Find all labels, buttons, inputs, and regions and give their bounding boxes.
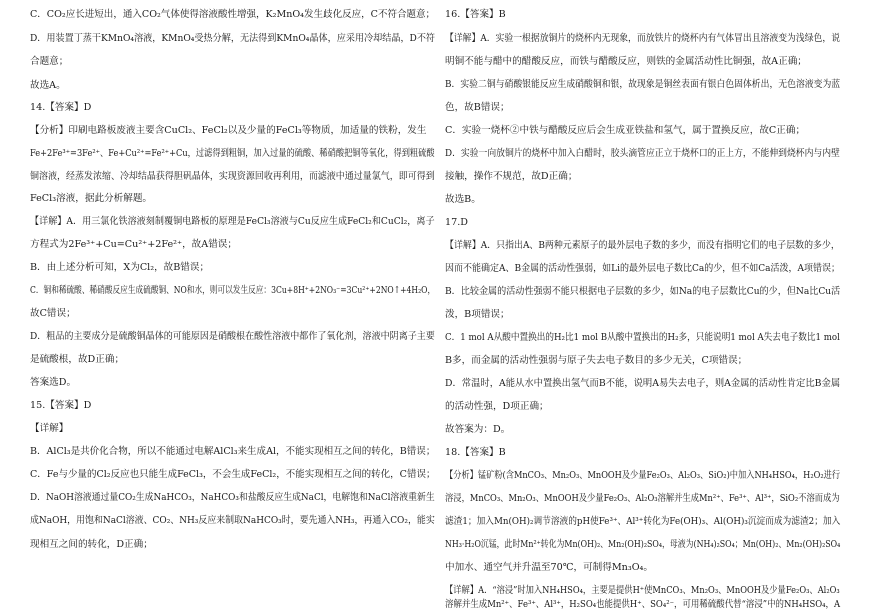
text-line: 铜溶液，经蒸发浓缩、冷却结晶获得胆矾晶体，实现资源回收再利用，而滤液中通过量氯气，即可得到 xyxy=(30,171,435,182)
text-line: 【详解】A．“溶浸”时加入NH₄HSO₄，主要是提供H⁺使MnCO₃、Mn₂O₃、MnOOH及少量Fe₂O₃、Al₂O₃ xyxy=(445,585,840,596)
text-line: 方程式为2Fe³⁺+Cu=Cu²⁺+2Fe²⁺，故A错误； xyxy=(30,239,237,250)
text-line: C．实验一烧杯②中铁与醋酸反应后会生成亚铁盐和氢气，属于置换反应，故C正确； xyxy=(445,125,806,136)
text-line: 【分析】锰矿粉(含MnCO₃、Mn₂O₃、MnOOH及少量Fe₂O₃、Al₂O₃、SiO₂)中加入NH₄HSO₄，H₂O₂进行 xyxy=(445,470,841,481)
text-line: D．常温时，A能从水中置换出氢气而B不能，说明A易失去电子，则A金属的活动性肯定比B金属 xyxy=(445,378,841,389)
text-line: FeCl₃溶液，据此分析解题。 xyxy=(30,193,153,204)
text-line: C．CO₂应长进短出，通入CO₂气体使得溶液酸性增强，K₂MnO₄发生歧化反应，C不符合题意； xyxy=(30,9,436,20)
text-line: 是硫酸根，故D正确； xyxy=(30,354,125,365)
text-line: 成NaOH，用饱和NaCl溶液、CO₂、NH₃反应来制取NaHCO₃时，要先通入NH₃，再通入CO₂，能实 xyxy=(30,515,435,526)
text-line: 色，故B错误； xyxy=(445,102,510,113)
text-line: Fe+2Fe³⁺=3Fe²⁺、Fe+Cu²⁺=Fe²⁺+Cu，过滤得到粗铜，加入过量的硫酸、稀硝酸把铜等氧化，得到粗硫酸 xyxy=(30,148,435,159)
text-line: 【详解】A．只指出A、B两种元素原子的最外层电子数的多少，而没有指明它们的电子层数的多少， xyxy=(445,240,840,251)
text-line: 泼，B项错误； xyxy=(445,309,510,320)
text-line: B．由上述分析可知，X为Cl₂，故B错误； xyxy=(30,262,210,273)
answer-heading: 17.D xyxy=(445,217,468,228)
text-line: C．铜和稀硫酸、稀硝酸反应生成硫酸铜、NO和水，则可以发生反应：3Cu+8H⁺+2NO₃⁻=3Cu²⁺+2NO↑+4H₂O， xyxy=(30,285,436,296)
text-line: 明铜不能与醋中的醋酸反应，而铁与醋酸反应，则铁的金属活动性比铜强，故A正确； xyxy=(445,56,807,67)
answer-heading: 15.【答案】D xyxy=(30,400,92,411)
text-line: 因而不能确定A、B金属的活动性强弱，如Li的最外层电子数比Ca的少，但不如Ca活泼，A项错误； xyxy=(445,263,841,274)
text-line: 现相互之间的转化，D正确； xyxy=(30,539,153,550)
text-line: 溶解并生成Mn²⁺、Fe³⁺、Al³⁺，H₂SO₄也能提供H⁺、SO₄²⁻，可用稀硫酸代替“溶浸”中的NH₄HSO₄，A xyxy=(445,599,841,610)
text-line: D．粗品的主要成分是硫酸铜晶体的可能原因是硝酸根在酸性溶液中都作了氧化剂，溶液中阴离子主要 xyxy=(30,331,435,342)
answer-heading: 18.【答案】B xyxy=(445,447,506,458)
text-line: 【详解】A．用三氯化铁溶液刻制覆铜电路板的原理是FeCl₃溶液与Cu反应生成FeCl₂和CuCl₂，离子 xyxy=(30,216,435,227)
text-line: 合题意； xyxy=(30,56,69,67)
text-line: 【详解】A．实验一根据放铜片的烧杯内无现象，而放铁片的烧杯内有气体冒出且溶液变为浅绿色，说 xyxy=(445,33,841,44)
text-line: 故答案为：D。 xyxy=(445,424,511,435)
text-line: 的活动性强，D项正确； xyxy=(445,401,549,412)
text-line: 故选B。 xyxy=(445,194,481,205)
text-line: C．Fe与少量的Cl₂反应也只能生成FeCl₃，不会生成FeCl₂，不能实现相互之间的转化，C错误； xyxy=(30,469,436,480)
text-line: NH₃·H₂O沉锰，此时Mn²⁺转化为Mn(OH)₂、Mn₂(OH)₂SO₄，母液为(NH₄)₂SO₄；Mn(OH)₂、Mn₂(OH)₂SO₄ xyxy=(445,539,841,550)
text-line: 中加水、通空气并升温至70℃，可制得Mn₃O₄。 xyxy=(445,562,653,573)
text-line: B．比较金属的活动性强弱不能只根据电子层数的多少，如Na的电子层数比Cu的少，但Na比Cu活 xyxy=(445,286,841,297)
text-line: B多，而金属的活动性强弱与原子失去电子数目的多少无关，C项错误； xyxy=(445,355,748,366)
text-line: 接触，操作不规范，故D正确； xyxy=(445,171,578,182)
text-line: D．实验一向放铜片的烧杯中加入白醋时，胶头滴管应正立于烧杯口的正上方，不能伸到烧杯内与内壁 xyxy=(445,148,840,159)
text-line: 【分析】印刷电路板废液主要含CuCl₂、FeCl₂以及少量的FeCl₃等物质，加适量的铁粉，发生 xyxy=(30,125,427,136)
text-line: D．NaOH溶液通过量CO₂生成NaHCO₃，NaHCO₃和盐酸反应生成NaCl，电解饱和NaCl溶液重新生 xyxy=(30,492,435,503)
text-line: 滤渣1；加入Mn(OH)₂调节溶液的pH使Fe³⁺、Al³⁺转化为Fe(OH)₃、Al(OH)₃沉淀而成为滤渣2；加入 xyxy=(445,516,841,527)
text-line: 故选A。 xyxy=(30,80,66,91)
text-line: 溶浸，MnCO₃、Mn₂O₃、MnOOH及少量Fe₂O₃、Al₂O₃溶解并生成Mn²⁺、Fe³⁺、Al³⁺，SiO₂不溶而成为 xyxy=(445,493,840,504)
text-line: B．AlCl₃是共价化合物，所以不能通过电解AlCl₃来生成Al，不能实现相互之间的转化，B错误； xyxy=(30,446,436,457)
text-line: 答案选D。 xyxy=(30,377,77,388)
answer-heading: 14.【答案】D xyxy=(30,102,92,113)
text-line: D．用装置丁蒸干KMnO₄溶液，KMnO₄受热分解，无法得到KMnO₄晶体，应采用冷却结晶，D不符 xyxy=(30,33,436,44)
text-line: C．1 mol A从酸中置换出的H₂比1 mol B从酸中置换出的H₂多，只能说明1 mol A失去电子数比1 mol xyxy=(445,332,840,343)
text-line: B．实验二铜与硝酸银能反应生成硝酸铜和银，故现象是铜丝表面有银白色固体析出，无色溶液变为蓝 xyxy=(445,79,841,90)
text-line: 故C错误； xyxy=(30,308,76,319)
answer-heading: 16.【答案】B xyxy=(445,9,506,20)
text-line: 【详解】 xyxy=(30,423,69,434)
